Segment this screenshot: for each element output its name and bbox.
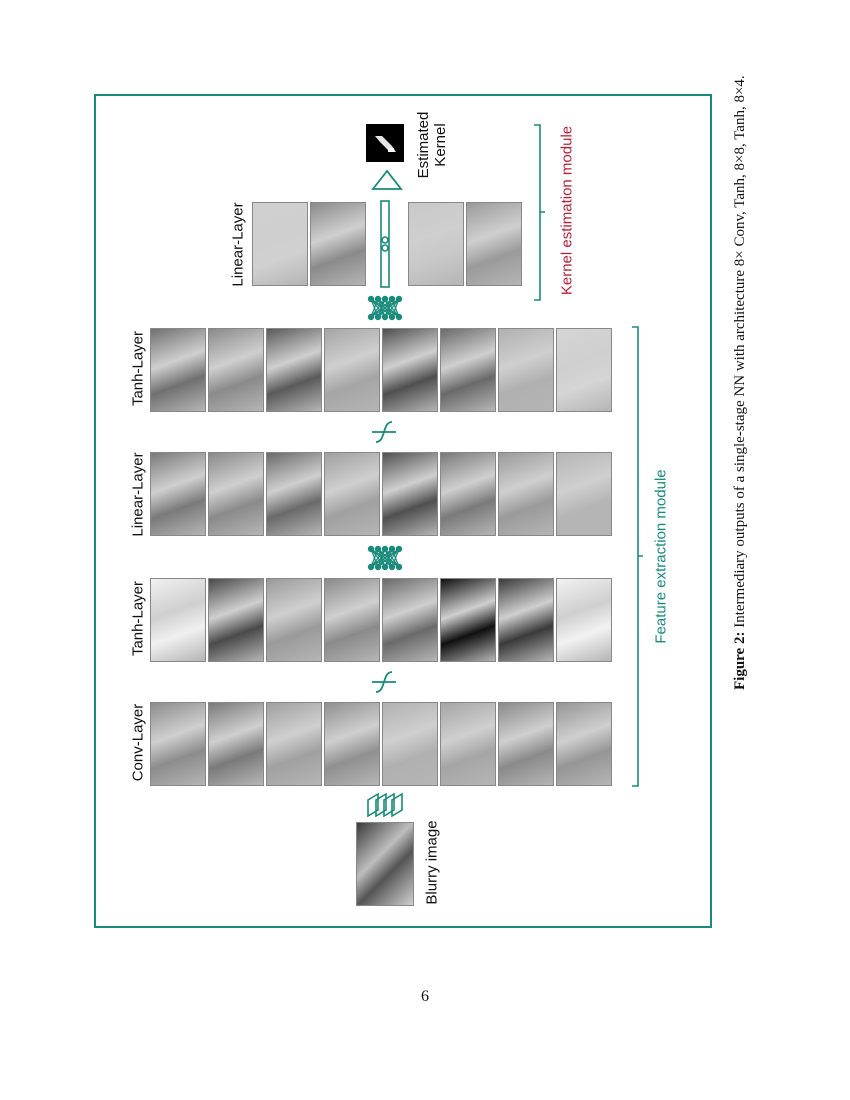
feature-map — [556, 452, 612, 536]
feature-map — [440, 328, 496, 412]
feature-map — [208, 702, 264, 786]
feature-map — [498, 452, 554, 536]
estimated-kernel-text: Estimated Kernel — [415, 111, 449, 179]
caption-text: Intermediary outputs of a single-stage NN with architecture 8× Conv, Tanh, 8×8, Tanh, 8×4. — [732, 75, 748, 632]
feature-map — [382, 452, 438, 536]
feature-map — [150, 702, 206, 786]
feature-map — [382, 328, 438, 412]
estimated-kernel-label — [415, 95, 449, 195]
feature-map — [498, 702, 554, 786]
feature-map — [324, 702, 380, 786]
feature-map — [324, 578, 380, 662]
feature-map — [266, 452, 322, 536]
linear-layer-label-2: Linear-Layer — [229, 202, 247, 287]
triangle-icon — [370, 168, 404, 192]
estimated-kernel-image — [366, 124, 404, 162]
feature-map — [408, 202, 464, 286]
feature-map — [150, 328, 206, 412]
feature-map — [208, 452, 264, 536]
feature-map — [382, 578, 438, 662]
fully-connected-icon — [368, 296, 402, 320]
feature-map — [556, 578, 612, 662]
linear-layer-label-1: Linear-Layer — [129, 452, 147, 537]
feature-map — [266, 578, 322, 662]
conv-layer-label: Conv-Layer — [129, 703, 147, 782]
tanh-activation-icon — [372, 670, 396, 694]
blurry-image-thumbnail — [356, 822, 414, 906]
tanh-activation-icon — [372, 420, 396, 444]
feature-map — [440, 452, 496, 536]
feature-map — [324, 328, 380, 412]
filter-stack-icon — [366, 792, 406, 818]
feature-map — [498, 578, 554, 662]
feature-map — [266, 702, 322, 786]
feature-map — [150, 578, 206, 662]
blurry-image-label: Blurry image — [423, 820, 441, 905]
feature-map — [266, 328, 322, 412]
feature-map — [466, 202, 522, 286]
kernel-module-label: Kernel estimation module — [558, 125, 576, 296]
feature-map — [440, 578, 496, 662]
tanh-layer-label-2: Tanh-Layer — [129, 330, 147, 407]
figure-caption — [732, 75, 749, 690]
feature-map — [252, 202, 308, 286]
feature-map — [150, 452, 206, 536]
feature-map — [556, 702, 612, 786]
feature-map — [208, 578, 264, 662]
feature-map — [310, 202, 366, 286]
feature-map — [382, 702, 438, 786]
feature-map — [208, 328, 264, 412]
reshape-icon — [374, 200, 396, 288]
feature-map — [556, 328, 612, 412]
feature-module-bracket — [630, 326, 644, 788]
tanh-layer-label-1: Tanh-Layer — [129, 580, 147, 657]
feature-map — [498, 328, 554, 412]
kernel-module-bracket — [532, 124, 546, 302]
feature-module-label: Feature extraction module — [652, 469, 670, 644]
page-number: 6 — [421, 988, 429, 1005]
feature-map — [440, 702, 496, 786]
fully-connected-icon — [368, 546, 402, 570]
caption-prefix: Figure 2: — [732, 631, 748, 690]
feature-map — [324, 452, 380, 536]
